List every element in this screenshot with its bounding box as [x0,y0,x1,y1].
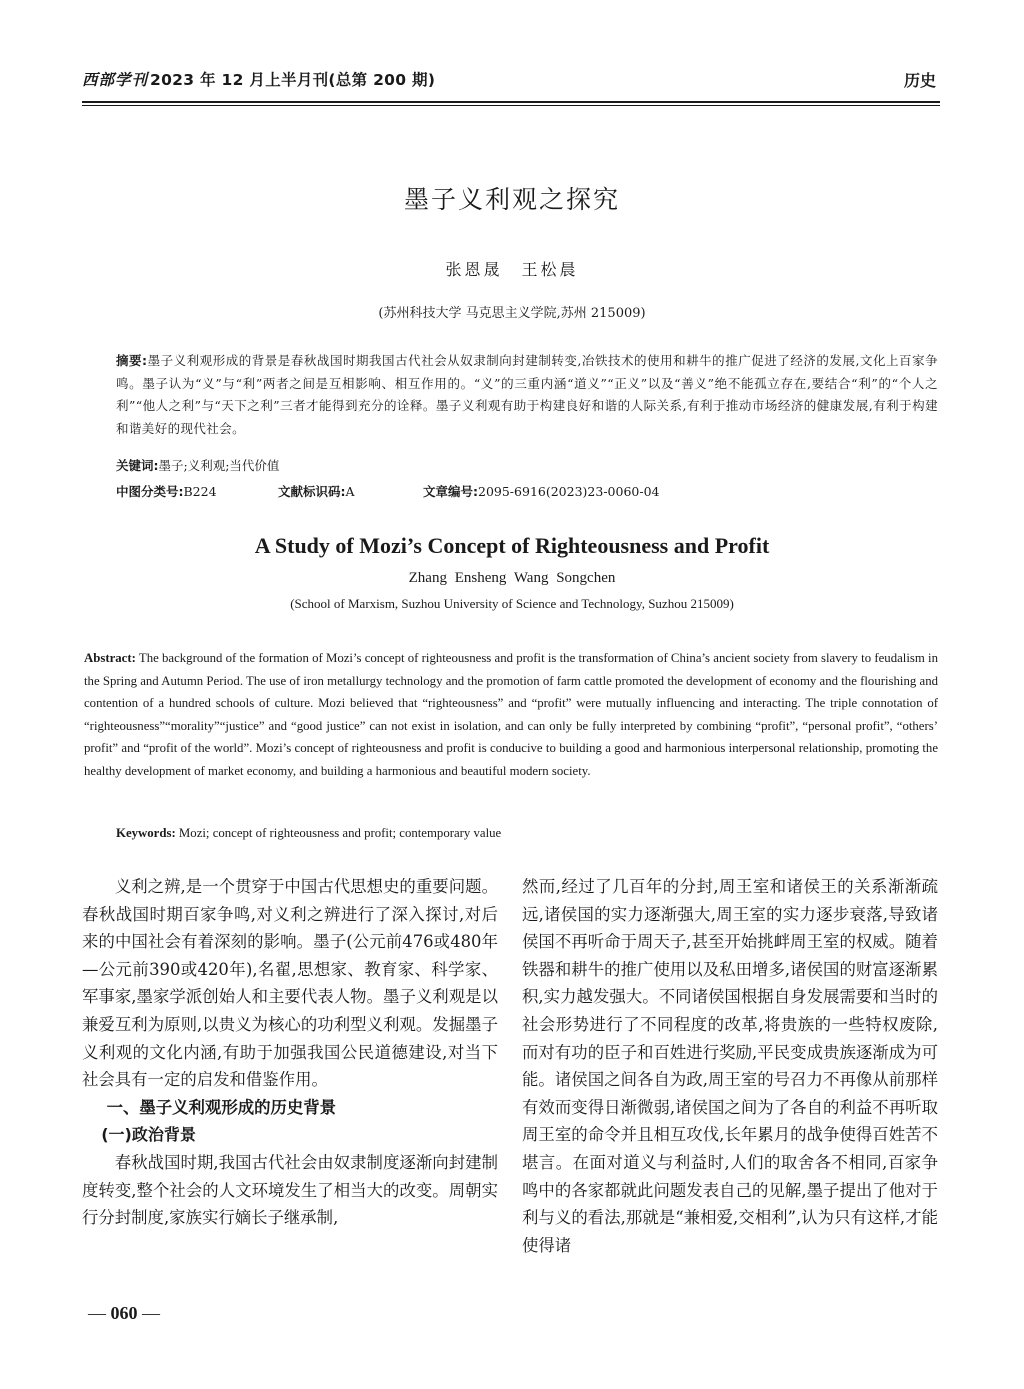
abstract-label-en: Abstract: [84,651,136,665]
article-label: 文章编号: [423,484,478,499]
footer-dash-left: — [88,1303,106,1323]
header-rule-thin [82,105,940,106]
chinese-abstract [116,350,938,440]
page-footer [88,1303,160,1324]
clc-number [116,482,217,500]
intro-paragraph: 义利之辨,是一个贯穿于中国古代思想史的重要问题。春秋战国时期百家争鸣,对义利之辨进行了深入探讨,对后来的中国社会有着深刻的影响。墨子(公元前476或480年—公元前390或420年),名翟,思想家、教育家、科学家、军事家,墨家学派创始人和主要代表人物。墨子义利观是以兼爱互利为原则,以贵义为核心的功利型义利观。发掘墨子义利观的文化内涵,有助于加强我国公民道德建设,对当下社会具有一定的启发和借鉴作用。 [82,877,498,1090]
chinese-title: 墨子义利观之探究 [403,185,620,214]
clc-value: B224 [183,484,217,499]
keywords-label-en: Keywords: [116,826,176,840]
clc-label: 中图分类号: [116,484,184,499]
body-column-right [522,873,938,1259]
english-title: A Study of Mozi’s Concept of Righteousness and Profit [254,533,770,558]
journal-name: 西部学刊 [82,71,149,89]
article-number [423,482,659,500]
abstract-text-zh: 墨子义利观形成的背景是春秋战国时期我国古代社会从奴隶制向封建制转变,冶铁技术的使用和耕牛的推广促进了经济的发展,文化上百家争鸣。墨子认为“义”与“利”两者之间是互相影响、相互作用的。“义”的三重内涵“道义”“正义”以及“善义”绝不能孤立存在,要结合“利”的“个人之利”“他人之利”与“天下之利”三者才能得到充分的诠释。墨子义利观有助于构建良好和谐的人际关系,有利于推动市场经济的健康发展,有利于构建和谐美好的现代社会。 [116,353,938,436]
abstract-label-zh: 摘要: [116,353,148,368]
english-affiliation: (School of Marxism, Suzhou University of Science and Technology, Suzhou 215009) [290,596,734,611]
header-rule [82,101,940,103]
footer-dash-right: — [142,1303,160,1323]
keywords-text-zh: 墨子;义利观;当代价值 [158,458,280,473]
article-value: 2095-6916(2023)23-0060-04 [478,484,660,499]
section-heading: 一、墨子义利观形成的历史背景 [106,1097,337,1117]
document-code [278,482,355,500]
keywords-text-en: Mozi; concept of righteousness and profit; contemporary value [178,826,502,840]
abstract-text-en: The background of the formation of Mozi’s concept of righteousness and profit is the transformation of China’s ancient society from slavery to feudalism in the Spring and Autumn Period. The use of iron metallurgy technology and the promotion of farm cattle promoted the development of economy and the flourishing and contention of a hundred schools of culture. Mozi believed that “righteousness” and “profit” were mutually influencing and interacting. The triple connotation of “righteousness”“morality”“justice” and “good justice” can not exist in isolation, and can only be fully interpreted by combining “profit”, “personal profit”, “others’ profit” and “profit of the world”. Mozi’s concept of righteousness and profit is conducive to building a good and harmonious interpersonal relationship, promoting the healthy development of market economy, and building a harmonious and beautiful modern society. [84,651,938,778]
section-label: 历史 [903,71,936,90]
doc-label: 文献标识码: [278,484,346,499]
chinese-authors: 张恩晟 王松晨 [445,260,579,279]
issue-info: 2023 年 12 月上半月刊(总第 200 期) [150,71,436,89]
journal-issue-line [82,68,435,90]
body-column-left [82,873,498,1232]
doc-value: A [345,484,355,499]
page-number: 060 [110,1303,138,1323]
chinese-keywords [116,456,279,474]
english-keywords [116,826,501,841]
keywords-label-zh: 关键词: [116,458,159,473]
english-abstract [84,647,938,782]
running-header [82,68,940,96]
subsection-heading: (一)政治背景 [101,1125,196,1145]
english-authors: Zhang Ensheng Wang Songchen [408,570,616,586]
chinese-affiliation: (苏州科技大学 马克思主义学院,苏州 215009) [378,306,646,321]
body-paragraph: 春秋战国时期,我国古代社会由奴隶制度逐渐向封建制度转变,整个社会的人文环境发生了相当大的改变。周朝实行分封制度,家族实行嫡长子继承制, [82,1152,498,1228]
body-paragraph-continued: 然而,经过了几百年的分封,周王室和诸侯王的关系渐渐疏远,诸侯国的实力逐渐强大,周王室的实力逐步衰落,导致诸侯国不再听命于周天子,甚至开始挑衅周王室的权威。随着铁器和耕牛的推广使用以及私田增多,诸侯国的财富逐渐累积,实力越发强大。不同诸侯国根据自身发展需要和当时的社会形势进行了不同程度的改革,将贵族的一些特权废除,而对有功的臣子和百姓进行奖励,平民变成贵族逐渐成为可能。诸侯国之间各自为政,周王室的号召力不再像从前那样有效而变得日渐微弱,诸侯国之间为了各自的利益不再听取周王室的命令并且相互攻伐,长年累月的战争使得百姓苦不堪言。在面对道义与利益时,人们的取舍各不相同,百家争鸣中的各家都就此问题发表自己的见解,墨子提出了他对于利与义的看法,那就是“兼相爱,交相利”,认为只有这样,才能使得诸 [522,877,938,1255]
